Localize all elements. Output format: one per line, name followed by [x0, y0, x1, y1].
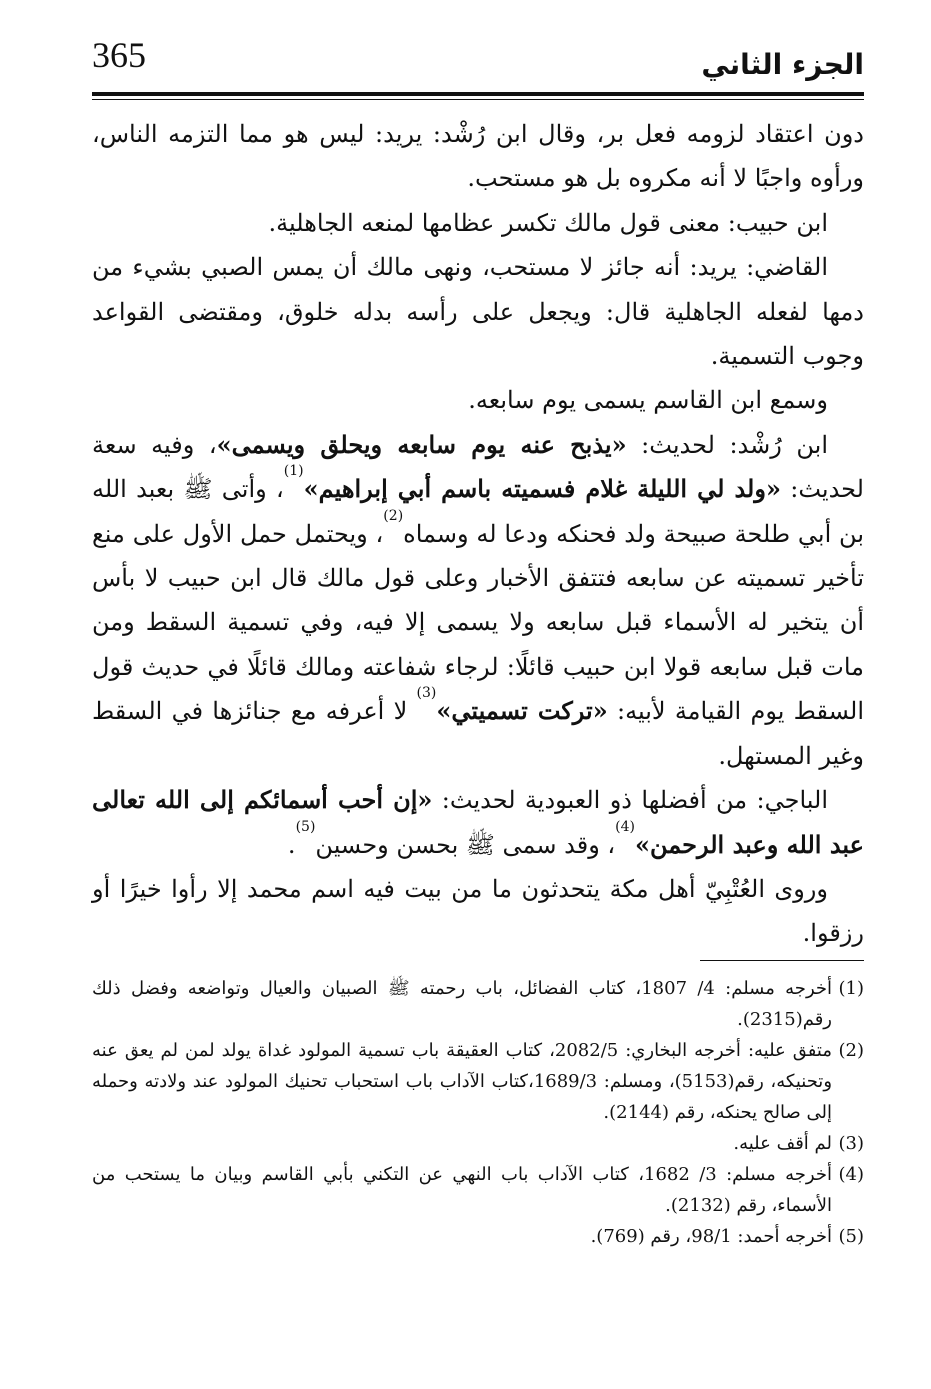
footnote-ref: (5) — [295, 818, 316, 835]
footnote-item — [92, 1159, 864, 1221]
paragraph — [92, 201, 864, 245]
footnote-item — [92, 973, 864, 1035]
text-run: ، وأتى ﷺ بعبد الله بن أبي طلحة صبيحة ولد فحنكه ودعا له وسماه — [92, 475, 864, 548]
text-run: . — [287, 830, 296, 859]
paragraph — [92, 423, 864, 778]
footnote-number: (4) — [838, 1164, 864, 1185]
hadith-quote: «يذبح عنه يوم سابعه ويحلق ويسمى» — [216, 429, 627, 459]
text-run: القاضي: يريد: أنه جائز لا مستحب، ونهى مالك أن يمس الصبي بشيء من دمها لفعله الجاهلية قال: ويجعل على رأسه بدله خلوق، ومقتضى القواعد وجوب التسمية. — [92, 253, 864, 371]
body-text — [92, 112, 864, 956]
footnote-text: أخرجه مسلم: 3/ 1682، كتاب الآداب باب النهي عن التكني بأبي القاسم وبيان ما يستحب من الأسماء، رقم (2132). — [92, 1164, 832, 1216]
footnote-text: لم أقف عليه. — [733, 1133, 832, 1154]
text-run: الباجي: من أفضلها ذو العبودية لحديث: — [432, 786, 828, 815]
footnote-item — [92, 1128, 864, 1159]
hadith-quote: «ولد لي الليلة غلام فسميته باسم أبي إبراهيم» — [303, 474, 781, 504]
footnote-separator — [700, 960, 864, 961]
running-title: الجزء الثاني — [701, 48, 864, 81]
hadith-quote: «تركت تسميتي» — [436, 696, 608, 726]
text-run: ابن رُشْد: لحديث: — [626, 430, 828, 459]
footnote-item — [92, 1221, 864, 1252]
paragraph — [92, 245, 864, 378]
page-header — [92, 30, 864, 90]
footnote-text: أخرجه مسلم: 4/ 1807، كتاب الفضائل، باب رحمته ﷺ الصبيان والعيال وتواضعه وفضل ذلك رقم(2315). — [92, 978, 832, 1030]
text-run: دون اعتقاد لزومه فعل بر، وقال ابن رُشْد: يريد: ليس هو مما التزمه الناس، ورأوه واجبًا لا أنه مكروه بل هو مستحب. — [92, 120, 864, 193]
text-run: ، وفيه سعة لحديث: — [92, 430, 864, 504]
footnote-item — [92, 1035, 864, 1128]
header-rule-thin — [92, 99, 864, 100]
footnote-ref: (4) — [615, 818, 636, 835]
text-run: وسمع ابن القاسم يسمى يوم سابعه. — [468, 386, 828, 415]
footnotes — [92, 973, 864, 1252]
text-run: لا أعرفه مع جنائزها في السقط وغير المستهل. — [92, 697, 864, 770]
page-number: 365 — [92, 35, 146, 75]
paragraph — [92, 867, 864, 956]
footnote-number: (2) — [838, 1040, 864, 1061]
footnote-number: (1) — [838, 978, 864, 999]
footnote-ref: (3) — [416, 685, 437, 702]
footnote-number: (5) — [838, 1226, 864, 1247]
paragraph — [92, 378, 864, 422]
text-run: ابن حبيب: معنى قول مالك تكسر عظامها لمنعه الجاهلية. — [268, 208, 828, 237]
header-rule-thick — [92, 92, 864, 96]
footnote-ref: (1) — [283, 463, 304, 480]
text-run: ، ويحتمل حمل الأول على منع تأخير تسميته عن سابعه فتتفق الأخبار وعلى قول مالك قال ابن حبيب لا بأس أن يتخير له الأسماء قبل سابعه ولا يسمى إلا فيه، وفي تسمية السقط ومن مات قبل سابعه قولا ابن حبيب قائلًا: لرجاء شفاعته ومالك قائلًا في حديث قول السقط يوم القيامة لأبيه: — [92, 519, 864, 726]
text-run: ، وقد سمى ﷺ بحسن وحسين — [315, 830, 616, 859]
footnote-text: متفق عليه: أخرجه البخاري: 2082/5، كتاب العقيقة باب تسمية المولود غداة يولد لمن لم يعق عنه وتحنيكه، رقم(5153)، ومسلم: 1689/3،كتاب الآداب باب استحباب تحنيك المولود عند ولادته وحمله إلى صالح يحنكه، رقم (2144). — [92, 1040, 833, 1123]
footnote-ref: (2) — [383, 507, 404, 524]
paragraph — [92, 112, 864, 201]
hadith-quote: «إن أحب أسمائكم إلى الله تعالى عبد الله وعبد الرحمن» — [92, 785, 864, 859]
text-run: وروى العُتْبِيّ أهل مكة يتحدثون ما من بيت فيه اسم محمد إلا رأوا خيرًا أو رزقوا. — [92, 874, 864, 948]
footnote-text: أخرجه أحمد: 98/1، رقم (769). — [590, 1226, 832, 1247]
paragraph — [92, 778, 864, 867]
footnote-number: (3) — [838, 1133, 864, 1154]
